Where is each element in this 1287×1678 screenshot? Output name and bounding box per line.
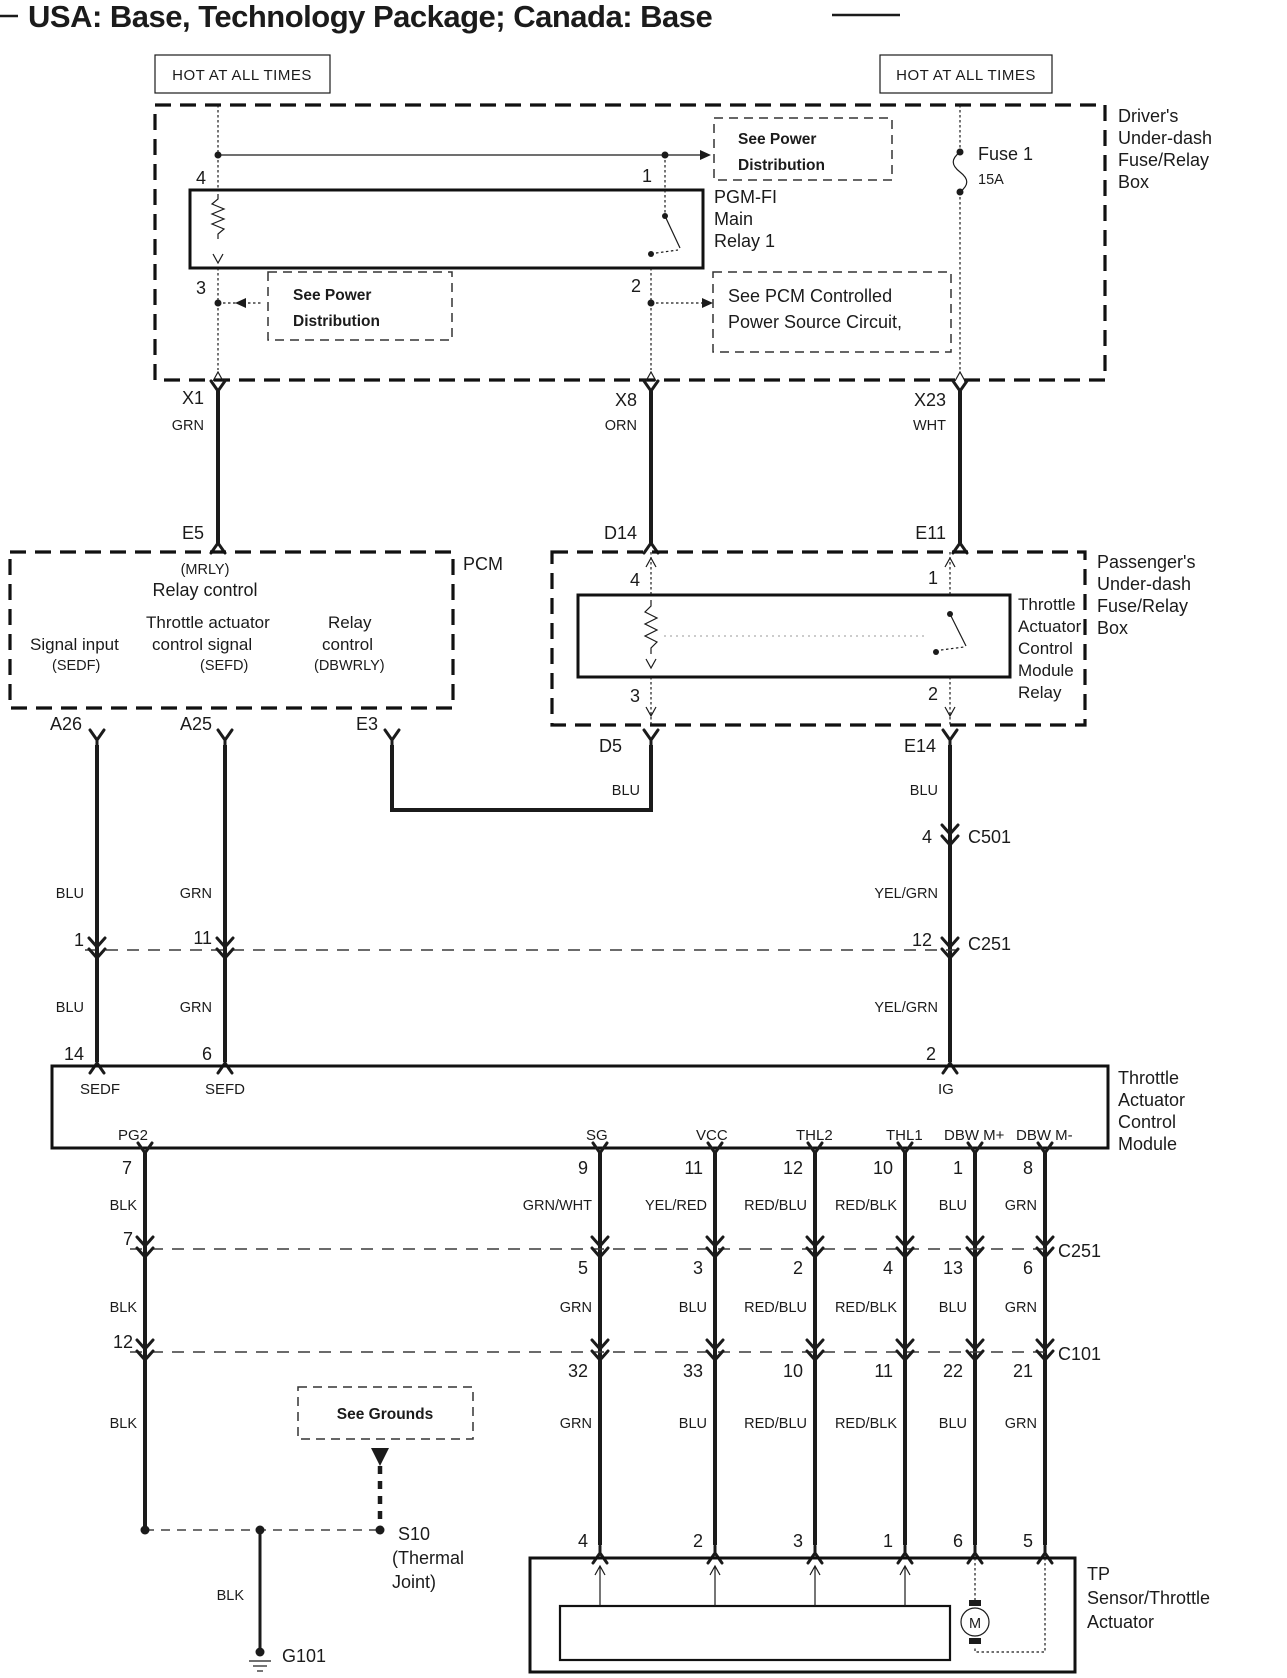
connector-fork (898, 1546, 912, 1563)
wire-color-wht: WHT (912, 418, 946, 434)
c101-pin: 21 (1012, 1361, 1033, 1381)
wire-color: GRN (1004, 1300, 1037, 1316)
driver-box-wiring (215, 105, 712, 190)
arrow-right-icon (700, 150, 711, 160)
wire-color: GRN (559, 1416, 592, 1432)
see-power-top-1: See Power (738, 131, 817, 148)
pin-sg: SG (586, 1127, 608, 1144)
wire-color: BLU (938, 1416, 967, 1432)
connector-e11: E11 (915, 523, 946, 543)
c251-pin: 13 (942, 1258, 963, 1278)
c101-label: C101 (1058, 1344, 1102, 1364)
tp-pin: 5 (1022, 1531, 1033, 1551)
c101-pin-left: 12 (112, 1332, 133, 1352)
switch-arm (950, 614, 966, 646)
arrow-down-icon (371, 1448, 389, 1466)
connector-e14: E14 (903, 736, 936, 756)
page-title: USA: Base, Technology Package; Canada: Base (28, 0, 713, 34)
wire-color: BLU (938, 1300, 967, 1316)
wire-color: RED/BLK (834, 1416, 897, 1432)
passenger-label-1: Passenger's (1097, 552, 1196, 572)
tp-label-1: TP (1087, 1564, 1111, 1584)
wire-color-yelgrn: YEL/GRN (874, 1000, 938, 1016)
c251-pin: 6 (1022, 1258, 1033, 1278)
connector-fork (385, 730, 399, 747)
see-power-left-2: Distribution (293, 313, 380, 330)
connector-c101 (113, 1332, 1101, 1381)
tp-pin: 2 (692, 1531, 703, 1551)
pin-num: 8 (1022, 1158, 1033, 1178)
connector-fork (593, 1546, 607, 1563)
pcm-mrly: (MRLY) (180, 562, 230, 578)
relay-name-1: PGM-FI (714, 187, 777, 207)
connector-e3: E3 (355, 714, 378, 734)
arrow-right-icon (702, 298, 713, 308)
pcm-relay-2: control (322, 635, 374, 654)
tp-pin: 6 (952, 1531, 963, 1551)
relay-pin2-label: 2 (630, 276, 641, 296)
wire-color-blu: BLU (909, 783, 938, 799)
pin-num: 11 (684, 1158, 703, 1178)
connector-d5: D5 (598, 736, 622, 756)
pcm-throttle-1: Throttle actuator (146, 613, 270, 632)
wire-color-orn: ORN (604, 418, 637, 434)
pcm-signal-input: Signal input (30, 635, 119, 654)
wire-color: GRN/WHT (522, 1198, 592, 1214)
c251-label: C251 (1058, 1241, 1102, 1261)
see-power-left-1: See Power (293, 287, 372, 304)
tac-pin4: 4 (629, 570, 640, 590)
tac-relay-name-4: Module (1018, 661, 1074, 680)
relay-name-2: Main (714, 209, 754, 229)
pin-dbw-m-plus: DBW M+ (944, 1127, 1005, 1144)
pin-thl2: THL2 (796, 1127, 833, 1144)
tacm-label-1: Throttle (1118, 1068, 1180, 1088)
junction-dot (376, 1526, 385, 1535)
sedf-pin-number: 14 (63, 1044, 84, 1064)
tacm-label-4: Module (1118, 1134, 1178, 1154)
tp-sensor-element (560, 1606, 950, 1660)
passenger-label-4: Box (1097, 618, 1129, 638)
wire-colors-row-1 (110, 1198, 1037, 1214)
c101-pin: 32 (567, 1361, 588, 1381)
wire-color: GRN (1004, 1416, 1037, 1432)
driver-box-label-4: Box (1118, 172, 1150, 192)
fuse-1 (953, 105, 1033, 370)
hot-right-label: HOT AT ALL TIMES (896, 67, 1036, 84)
c251-pin-11: 11 (193, 928, 212, 948)
junction-dot (141, 1526, 150, 1535)
tac-pin1: 1 (927, 568, 938, 588)
connector-fork (708, 1546, 722, 1563)
harness-x1-e5 (172, 381, 225, 553)
tp-label-3: Actuator (1087, 1612, 1155, 1632)
relay-box (190, 190, 703, 268)
coil-arrow (646, 659, 656, 668)
pin-num: 1 (952, 1158, 963, 1178)
connector-x8: X8 (614, 390, 637, 410)
module-pin-numbers (122, 1158, 1033, 1178)
c251-pin: 3 (692, 1258, 703, 1278)
wire-color-blu: BLU (611, 783, 640, 799)
wire-color-blk: BLK (216, 1588, 244, 1604)
tp-pin: 1 (882, 1531, 893, 1551)
hot-at-all-times-left (155, 55, 330, 93)
wire-color: RED/BLU (744, 1198, 807, 1214)
connector-d14: D14 (603, 523, 637, 543)
pin-dbw-m-minus: DBW M- (1016, 1127, 1073, 1144)
connector-x1: X1 (181, 388, 204, 408)
s10-label-3: Joint) (392, 1572, 437, 1592)
tacm-label-3: Control (1118, 1112, 1177, 1132)
connector-fork (211, 381, 225, 398)
wire-color: RED/BLU (744, 1416, 807, 1432)
switch-arm (665, 216, 680, 248)
connector-a25: A25 (179, 714, 212, 734)
wire-color-blu: BLU (55, 1000, 84, 1016)
see-power-top-2: Distribution (738, 157, 825, 174)
connector-fork (898, 1143, 912, 1160)
driver-fuse-relay-box (155, 105, 1105, 380)
wire-a26-to-module (56, 745, 105, 1073)
c101-pin: 11 (874, 1361, 893, 1381)
tp-pin: 3 (792, 1531, 803, 1551)
see-power-distribution-left (268, 272, 452, 340)
pcm-sedf: (SEDF) (52, 658, 101, 674)
wire-color-blu: BLU (55, 886, 84, 902)
pin-ig: IG (938, 1081, 954, 1098)
wire-color: BLU (678, 1300, 707, 1316)
wire-color: BLK (109, 1198, 137, 1214)
connector-a26: A26 (49, 714, 82, 734)
connector-fork (90, 730, 104, 747)
pin-pg2: PG2 (118, 1127, 149, 1144)
tac-relay-name-1: Throttle (1018, 595, 1076, 614)
pin-sefd: SEFD (205, 1081, 246, 1098)
tacm-label-2: Actuator (1118, 1090, 1186, 1110)
s10-label-2: (Thermal (392, 1548, 465, 1568)
harness-x23-e11 (913, 381, 967, 553)
wire-color: RED/BLK (834, 1198, 897, 1214)
wire-colors-row-2 (110, 1300, 1037, 1316)
hot-left-label: HOT AT ALL TIMES (172, 67, 312, 84)
c251-pin: 4 (882, 1258, 893, 1278)
pin-num: 10 (872, 1158, 893, 1178)
harness-x8-d14 (604, 381, 658, 553)
connector-fork (644, 730, 658, 747)
c251-pin: 5 (577, 1258, 588, 1278)
wire-color: GRN (559, 1300, 592, 1316)
ground-dot (256, 1648, 265, 1657)
switch-pivot-dot (648, 251, 654, 257)
passenger-label-2: Under-dash (1097, 574, 1192, 594)
driver-box-label-2: Under-dash (1118, 128, 1213, 148)
c251-pin-12: 12 (911, 930, 932, 950)
pcm-label: PCM (463, 554, 503, 574)
wire-color: BLU (938, 1198, 967, 1214)
ig-pin-number: 2 (925, 1044, 936, 1064)
pcm-throttle-2: control signal (152, 635, 253, 654)
connector-fork (953, 381, 967, 398)
wire-a25-to-module (180, 745, 233, 1073)
fuse-icon (953, 152, 967, 192)
relay-pin3-label: 3 (195, 278, 206, 298)
pin-vcc: VCC (696, 1127, 728, 1144)
wire-color: BLU (678, 1416, 707, 1432)
tac-pin2: 2 (927, 684, 938, 704)
tac-relay-box (578, 595, 1010, 677)
sefd-pin-number: 6 (201, 1044, 212, 1064)
c101-pin: 10 (782, 1361, 803, 1381)
relay-name-3: Relay 1 (714, 231, 776, 251)
motor-lead-minus (975, 1558, 1045, 1652)
coil-icon (212, 194, 224, 239)
motor-brush-bottom (969, 1638, 981, 1644)
tac-pin3: 3 (629, 686, 640, 706)
passenger-fuse-relay-box (552, 552, 1196, 725)
c101-pin: 22 (942, 1361, 963, 1381)
connector-fork (644, 381, 658, 398)
relay-pin1-label: 1 (641, 166, 652, 186)
wire-colors-row-3 (110, 1416, 1037, 1432)
switch-dash (941, 647, 964, 650)
motor-brush-top (969, 1600, 981, 1606)
pgm-fi-main-relay-1 (190, 166, 777, 298)
tac-relay-name-2: Actuator (1018, 617, 1082, 636)
coil-icon (645, 600, 657, 654)
see-power-distribution-top (714, 118, 892, 180)
tp-label-2: Sensor/Throttle (1087, 1588, 1211, 1608)
passenger-label-3: Fuse/Relay (1097, 596, 1189, 616)
see-pcm-power-source (713, 272, 951, 352)
driver-box-label-1: Driver's (1118, 106, 1179, 126)
fuse-rating: 15A (978, 172, 1004, 188)
tp-pin: 4 (577, 1531, 588, 1551)
c251-pin-left: 7 (122, 1229, 133, 1249)
tac-relay-name-3: Control (1018, 639, 1073, 658)
connector-fork (708, 1143, 722, 1160)
relay-pin4-label: 4 (195, 168, 206, 188)
connector-fork (943, 730, 957, 747)
tp-box (530, 1558, 1075, 1672)
s10-label-1: S10 (398, 1524, 431, 1544)
driver-box-label-3: Fuse/Relay (1118, 150, 1210, 170)
c251-pin-1: 1 (73, 930, 84, 950)
wire-e14-to-module (874, 745, 1011, 1073)
driver-box-label (1118, 106, 1212, 192)
connector-fork (138, 1143, 152, 1160)
coil-arrow (213, 254, 223, 263)
motor-m-label: M (968, 1616, 982, 1632)
connector-fork (808, 1143, 822, 1160)
c101-pin: 33 (682, 1361, 703, 1381)
pin-num: 12 (782, 1158, 803, 1178)
wire-color: RED/BLK (834, 1300, 897, 1316)
see-pcm-1: See PCM Controlled (728, 286, 893, 306)
pin-num: 9 (577, 1158, 588, 1178)
connector-fork (593, 1143, 607, 1160)
connector-c501: C501 (968, 827, 1012, 847)
connector-fork (968, 1143, 982, 1160)
pin-sedf: SEDF (80, 1081, 121, 1098)
see-grounds-label: See Grounds (336, 1406, 434, 1423)
connector-c251-upper: C251 (968, 934, 1012, 954)
connector-e5: E5 (181, 523, 204, 543)
wire-color-grn: GRN (179, 1000, 212, 1016)
throttle-actuator-control-module (52, 1066, 1185, 1154)
connector-fork (218, 730, 232, 747)
switch-dash (656, 250, 678, 253)
pin-num: 7 (121, 1158, 132, 1178)
pcm-relay-control: Relay control (152, 580, 258, 600)
arrow-left-icon (235, 298, 246, 308)
pcm-sefd: (SEFD) (200, 658, 249, 674)
hot-at-all-times-right (880, 55, 1052, 93)
pin-thl1: THL1 (886, 1127, 923, 1144)
switch-pivot-dot (933, 649, 939, 655)
wire-color: YEL/RED (644, 1198, 707, 1214)
pcm-dbwrly: (DBWRLY) (314, 658, 385, 674)
connector-fork (1038, 1143, 1052, 1160)
connector-c251-lower (123, 1229, 1101, 1278)
wire-color: BLK (109, 1416, 137, 1432)
pcm-module (10, 552, 503, 747)
wire-color: RED/BLU (744, 1300, 807, 1316)
see-pcm-2: Power Source Circuit, (728, 312, 903, 332)
connector-fork (808, 1546, 822, 1563)
wire-color-grn: GRN (171, 418, 204, 434)
ground-section (141, 1387, 474, 1671)
wire-color: BLK (109, 1300, 137, 1316)
c251-pin: 2 (792, 1258, 803, 1278)
c501-pin: 4 (921, 827, 932, 847)
wire-color: GRN (1004, 1198, 1037, 1214)
exit-arrow (955, 372, 965, 381)
pcm-relay-1: Relay (328, 613, 372, 632)
g101-label: G101 (282, 1646, 327, 1666)
tac-relay-name-5: Relay (1018, 683, 1062, 702)
wire-color-grn: GRN (179, 886, 212, 902)
fuse-name: Fuse 1 (978, 144, 1034, 164)
wire-color-yelgrn: YEL/GRN (874, 886, 938, 902)
tp-sensor-throttle-actuator (530, 1531, 1210, 1672)
connector-x23: X23 (913, 390, 946, 410)
